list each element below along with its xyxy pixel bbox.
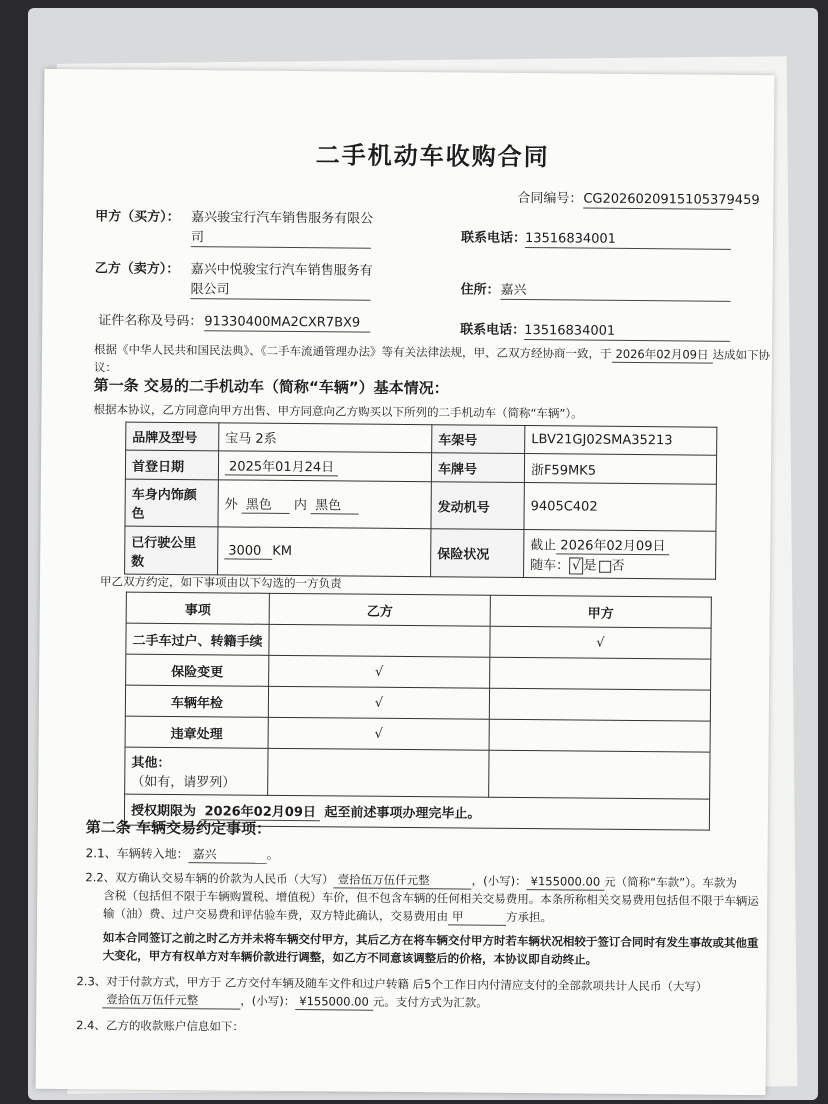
exterior-color: 黑色 xyxy=(242,494,290,514)
vin-label: 车架号 xyxy=(432,425,525,454)
cert-label: 证件名称及号码： xyxy=(98,313,203,330)
color-label xyxy=(125,479,218,527)
fee-text: 输（油）费、过户交易费和评估验车费，双方特此确认，交易费用由 xyxy=(103,906,449,924)
interior-color: 黑色 xyxy=(311,494,359,514)
yes-label: 是 xyxy=(583,558,597,574)
clause-2-1 xyxy=(86,845,279,864)
clause-2-2-text: 2.2、双方确认交易车辆的价款为人民币（大写） xyxy=(85,870,334,887)
fee-tail: 方承担。 xyxy=(506,909,553,925)
color-value xyxy=(218,480,431,529)
other-party-a xyxy=(489,750,710,799)
party-b-name-2: 限公司 xyxy=(190,282,370,301)
task-name: 车辆年检 xyxy=(125,685,268,717)
clause-2-4: 2.4、乙方的收款账户信息如下： xyxy=(76,1018,244,1034)
article-2-heading: 第二条 车辆交易约定事项： xyxy=(85,818,272,838)
insurance-until-date: 2026年02月09日 xyxy=(556,534,669,555)
mileage-label-2: 数 xyxy=(131,554,145,570)
party-b-phone-label: 联系电话： xyxy=(460,322,526,339)
party-b-phone: 13516834001 xyxy=(524,323,730,342)
payment-tail: 元。支付方式为汇款。 xyxy=(372,994,488,1010)
price-in-figures: ¥155000.00 xyxy=(527,873,605,891)
responsibility-table xyxy=(124,592,712,831)
task-party-a xyxy=(489,719,710,752)
clause-2-2-line-3 xyxy=(103,905,552,926)
party-a-name-1: 嘉兴骏宝行汽车销售服务有限公 xyxy=(191,210,374,227)
reg-date-text: 2025年01月24日 xyxy=(225,455,338,476)
engine-value: 9405C402 xyxy=(524,483,716,532)
task-party-b: √ xyxy=(268,717,489,750)
preamble-text: 根据《中华人民共和国民法典》、《二手车流通管理办法》等有关法律法规，甲、乙双方经协商一致，于 xyxy=(93,342,612,361)
auth-prefix: 授权期限为 xyxy=(130,803,197,820)
contract-no: CG2026020915105379459 xyxy=(583,191,760,209)
preamble-tail: 达成如下协 xyxy=(712,347,771,363)
reg-date-value xyxy=(218,451,431,482)
task-party-b: √ xyxy=(268,686,489,719)
mileage-number: 3000 xyxy=(224,543,272,559)
plate-label: 车牌号 xyxy=(431,453,524,483)
clause-2-3-line-2 xyxy=(102,991,488,1011)
other-hint: （如有，请罗列） xyxy=(131,774,236,791)
clause-2-2-mid: ，(小写)： xyxy=(471,873,527,889)
party-b-address-label: 住所： xyxy=(460,282,500,298)
checkbox-no xyxy=(599,560,611,572)
other-cell xyxy=(125,747,268,795)
article-1-heading: 第一条 交易的二手机动车（简称“车辆”）基本情况： xyxy=(93,376,449,398)
color-label-1: 车身内饰颜 xyxy=(131,487,197,504)
no-label: 否 xyxy=(611,558,625,574)
party-b-label: 乙方（卖方）： xyxy=(94,261,180,278)
checkbox-yes: √ xyxy=(569,557,583,574)
mileage-label-1: 已行驶公里 xyxy=(131,535,197,551)
task-party-b xyxy=(269,624,490,657)
task-party-b: √ xyxy=(269,655,490,688)
transfer-city: 嘉兴 xyxy=(189,846,267,864)
payment-in-figures: ¥155000.00 xyxy=(295,993,373,1011)
insurance-until-prefix: 截止 xyxy=(530,538,557,554)
adjustment-clause-line-1: 如本合同签订之前之时乙方并未将车辆交付甲方，其后乙方在将车辆交付甲方时若车辆状况相较于签订合同时有发生事故或其他重 xyxy=(102,930,759,951)
with-car-label: 随车： xyxy=(530,558,570,574)
clause-2-1-label: 2.1、车辆转入地： xyxy=(85,846,189,862)
task-name: 保险变更 xyxy=(126,654,269,686)
party-a-phone-label: 联系电话： xyxy=(460,230,527,247)
col-party-a: 甲方 xyxy=(490,595,711,628)
clause-2-2-tail: 元（简称“车款”）。车款为 xyxy=(604,874,737,890)
tasks-intro: 甲乙双方约定，如下事项由以下勾选的一方负责 xyxy=(99,574,342,591)
insurance-value xyxy=(524,530,716,580)
clause-2-3-line-1: 2.3、对于付款方式，甲方于 乙方交付车辆及随车文件和过户转籍 后5个工作日内付清应支付的全部款项共计人民币（大写） xyxy=(76,974,708,994)
col-item: 事项 xyxy=(126,592,269,624)
brand-label: 品牌及型号 xyxy=(126,422,219,451)
price-in-words: 壹拾伍万伍仟元整 xyxy=(334,871,472,889)
preamble-line-2: 议： xyxy=(93,360,117,375)
task-party-a xyxy=(489,688,710,721)
mileage-value xyxy=(218,527,431,577)
contract-no-label: 合同编号： xyxy=(517,190,583,207)
engine-label: 发动机号 xyxy=(431,482,524,530)
task-name: 违章处理 xyxy=(125,716,268,748)
color-label-2: 色 xyxy=(131,506,145,522)
party-a-label: 甲方（买方）： xyxy=(95,209,180,226)
cert-number: 91330400MA2CXR7BX9 xyxy=(204,314,370,332)
party-b-name-1: 嘉兴中悦骏宝行汽车销售服务有 xyxy=(190,262,373,279)
article-1-intro: 根据本协议，乙方同意向甲方出售、甲方同意向乙方购买以下所列的二手机动车（简称“车辆”）。 xyxy=(93,402,583,421)
task-party-a: √ xyxy=(490,626,711,659)
task-party-a xyxy=(490,657,711,690)
insurance-label: 保险状况 xyxy=(431,529,524,578)
payment-mid: ，(小写)： xyxy=(240,993,296,1009)
other-party-b xyxy=(268,748,489,797)
plate-value: 浙F59MK5 xyxy=(524,454,716,485)
clause-2-2-line-2: 含税（包括但不限于车辆购置税、增值税）车价，但不包含车辆的任何相关交易费用。本条所称相关交易费用包括但不限于车辆运 xyxy=(103,888,759,909)
party-a-name-2: 司 xyxy=(191,230,371,249)
contract-page xyxy=(36,69,775,1095)
party-b-address: 嘉兴 xyxy=(500,283,730,302)
clause-2-1-end: 。 xyxy=(266,847,279,862)
auth-date: 2026年02月09日 xyxy=(200,800,320,821)
vin-value: LBV21GJ02SMA35213 xyxy=(525,426,717,456)
adjustment-clause-line-2: 大变化，甲方有权单方对车辆价款进行调整，如乙方不同意该调整后的价格，本协议即自动终止。 xyxy=(102,948,598,967)
party-a-phone: 13516834001 xyxy=(525,231,731,250)
task-name: 二手车过户、转籍手续 xyxy=(126,623,269,655)
brand-value: 宝马 2系 xyxy=(219,423,432,453)
mileage-label xyxy=(125,526,218,575)
exterior-prefix: 外 xyxy=(224,497,238,513)
vehicle-info-table xyxy=(124,422,717,580)
fee-party: 甲 xyxy=(448,908,506,926)
other-label: 其他： xyxy=(131,755,171,771)
mileage-unit: KM xyxy=(272,543,293,559)
page-title: 二手机动车收购合同 xyxy=(315,141,550,172)
reg-date-label: 首登日期 xyxy=(125,450,218,480)
payment-in-words: 壹拾伍万伍仟元整 xyxy=(102,991,240,1009)
col-party-b: 乙方 xyxy=(269,593,490,626)
interior-prefix: 内 xyxy=(293,498,308,514)
agreement-date: 2026年02月09日 xyxy=(611,346,712,364)
preamble-line-1 xyxy=(94,341,770,364)
auth-suffix: 起至前述事项办理完毕止。 xyxy=(324,805,481,822)
